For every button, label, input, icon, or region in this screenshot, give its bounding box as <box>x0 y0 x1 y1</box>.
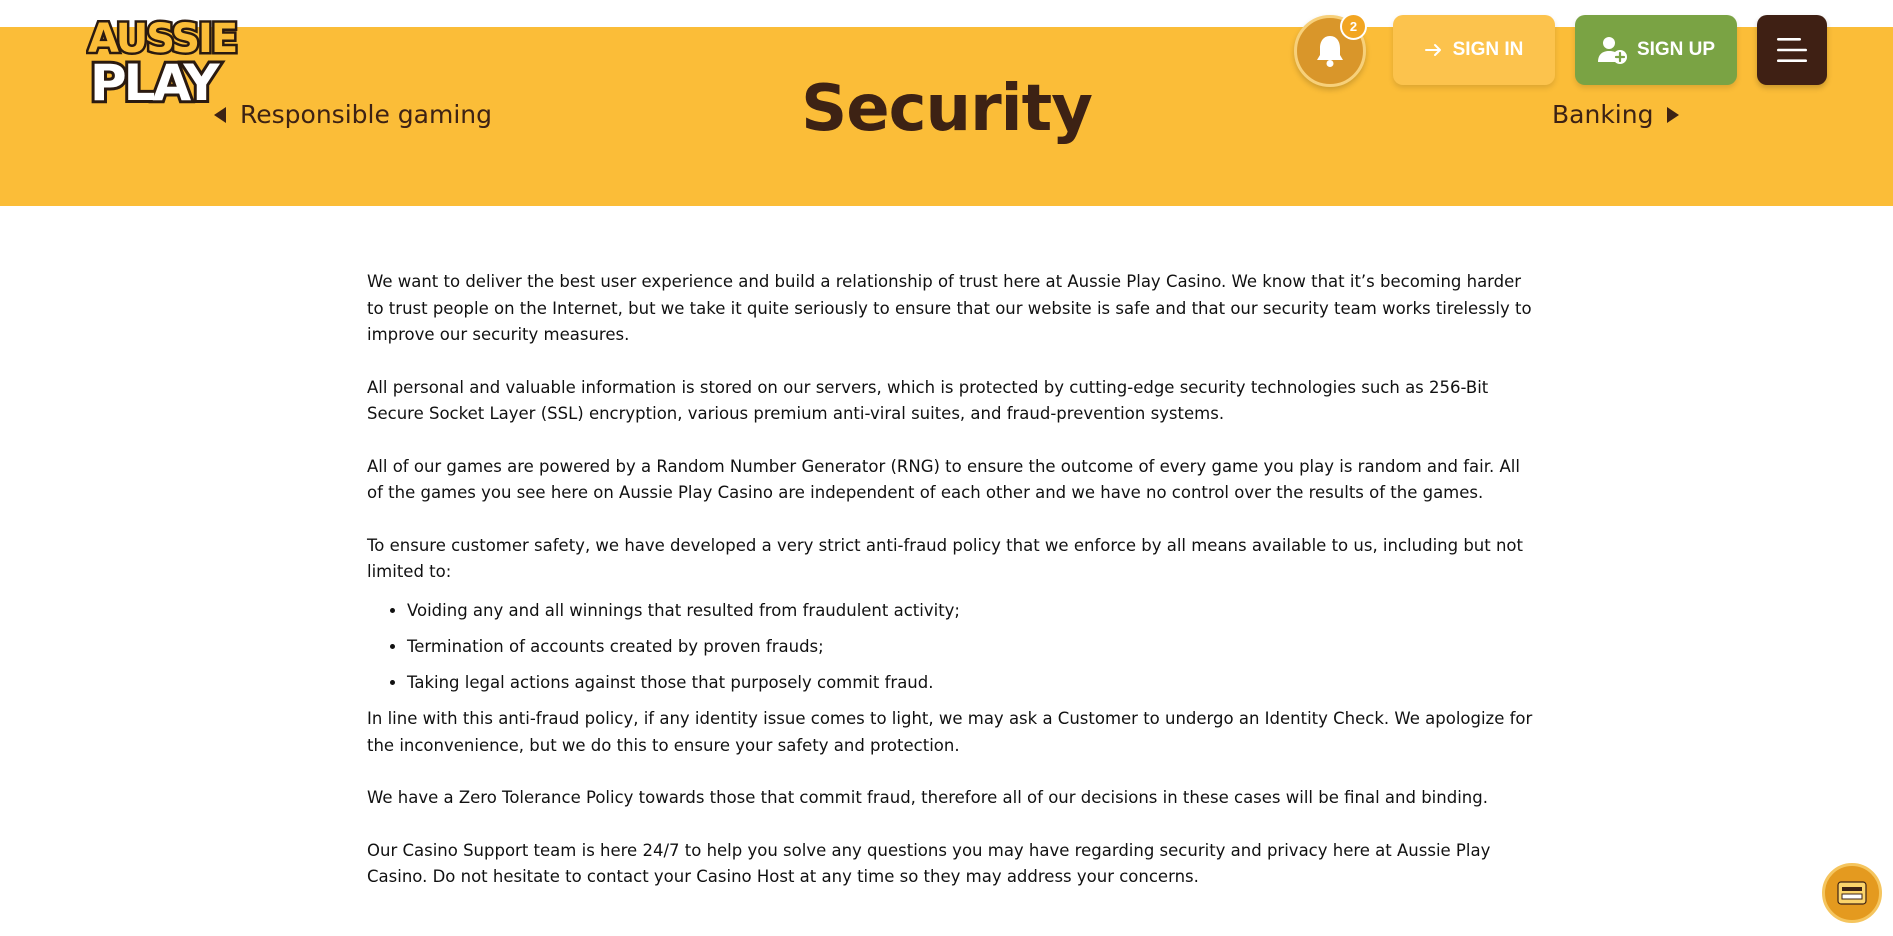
next-page-link[interactable] <box>1552 100 1679 129</box>
anti-fraud-list <box>367 598 1537 697</box>
arrow-right-icon <box>1425 43 1443 57</box>
security-article <box>367 269 1537 917</box>
sign-up-button[interactable] <box>1575 15 1737 85</box>
bell-icon <box>1314 34 1346 68</box>
article-paragraph: We have a Zero Tolerance Policy towards those that commit fraud, therefore all of our decisions in these cases will be final and binding. <box>367 788 1488 807</box>
menu-button[interactable] <box>1757 15 1827 85</box>
article-paragraph: All of our games are powered by a Random Number Generator (RNG) to ensure the outcome of every game you play is random and fair. All of the games you see here on Aussie Play Casino are independent of each other and we have no control over the results of the games. <box>367 456 1520 502</box>
page-title: Security <box>801 72 1092 146</box>
next-page-label: Banking <box>1552 100 1654 129</box>
svg-text:AUSSIE: AUSSIE <box>88 16 237 62</box>
sign-in-label: SIGN IN <box>1452 39 1524 60</box>
caret-right-icon <box>1667 107 1679 123</box>
user-plus-icon <box>1597 34 1629 66</box>
sign-up-label: SIGN UP <box>1636 39 1716 60</box>
sign-in-button[interactable] <box>1393 15 1555 85</box>
prev-page-label: Responsible gaming <box>240 100 492 129</box>
article-paragraph: Our Casino Support team is here 24/7 to help you solve any questions you may have regarding security and privacy here at Aussie Play Casino. Do not hesitate to contact your Casino Host at any time so they may address your concerns. <box>367 840 1491 886</box>
article-paragraph: In line with this anti-fraud policy, if any identity issue comes to light, we may ask a Customer to undergo an Identity Check. We apologize for the inconvenience, but we do this to ensure your safety and protection. <box>367 709 1533 755</box>
list-item: • Taking legal actions against those that purposely commit fraud. <box>407 670 1537 697</box>
article-paragraph: We want to deliver the best user experience and build a relationship of trust here at Aussie Play Casino. We know that it’s becoming harder to trust people on the Internet, but we take it quite seriously to ensure that our website is safe and that our security team works tirelessly to improve our security measures. <box>367 272 1532 344</box>
notifications-count-badge: 2 <box>1340 13 1367 40</box>
svg-text:PLAY: PLAY <box>90 54 217 106</box>
floating-promo-button[interactable] <box>1822 863 1882 923</box>
list-item: • Voiding any and all winnings that resulted from fraudulent activity; <box>407 598 1537 625</box>
list-item: • Termination of accounts created by proven frauds; <box>407 634 1537 661</box>
article-paragraph: To ensure customer safety, we have developed a very strict anti-fraud policy that we enforce by all means available to us, including but not limited to: <box>367 535 1523 581</box>
article-paragraph: All personal and valuable information is stored on our servers, which is protected by cutting-edge security technologies such as 256-Bit Secure Socket Layer (SSL) encryption, various premium anti-viral suites, and fraud-prevention systems. <box>367 377 1489 423</box>
hamburger-icon <box>1775 36 1809 64</box>
aussie-play-mini-logo-icon <box>1837 881 1867 905</box>
